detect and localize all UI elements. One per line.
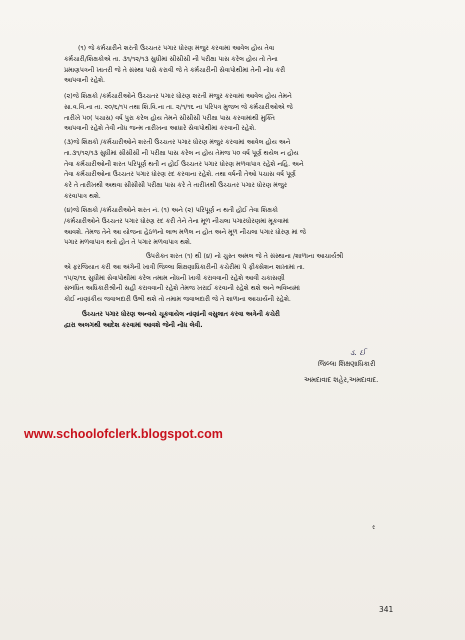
- text-line: તા.૩૧/૧૨/૧૩ સુધીમાં સીસીસી ની પરીક્ષા પાસ કરેલ ન હોય તેમજ ૫૦ વર્ષ પૂર્ણ થયેલ ન હોય: [64, 149, 299, 157]
- text-line: પગાર મળવાપાત્ર થતો હોત તે પગાર મળવાપાત્ર થશે.: [64, 239, 192, 247]
- text-line: ઉચ્ચતર પગાર ધોરણ અન્વયે ચૂકવાયેલ નાંણાંની વસુલાત કરવા અત્રેની કચેરી: [82, 311, 280, 318]
- signature-block: [300, 348, 420, 385]
- text-line: કરવાપાત્ર થશે.: [64, 192, 101, 200]
- text-line: તેવા કર્મચારીઓની શરત પરિપૂર્ણ થતી ન હોઈ ઉચ્ચતર પગાર ધોરણ મળવાપાત્ર રહેશે નહિ. અને: [64, 160, 304, 168]
- paragraph-4: [64, 206, 422, 249]
- paragraph-3: [64, 138, 422, 203]
- page-mark: ર: [372, 524, 376, 531]
- text-line: તારીખે ૫૦( પચાસ) વર્ષ પુરા કરેલ હોય તેમને સીસીસી પરીક્ષા પાસ કરવામાંથી મુક્તિ: [64, 114, 275, 122]
- text-line: /કર્મચારીઓને ઉચ્ચતર પગાર ધોરણ રદ કરી તેને તેના મૂળ નીચલા પગારધોરણમાં મૂકવામાં: [64, 217, 289, 225]
- page-number: 341: [379, 605, 394, 614]
- paragraph-1: [64, 44, 422, 87]
- text-line: કરે તે તારીખથી અથવા સીસીસી પરીક્ષા પાસ કરે તે તારીખથી ઉચ્ચતર પગાર ધોરણ મંજુર: [64, 182, 288, 190]
- text-line: આપવાની રહેશે.: [64, 77, 106, 85]
- text-line: એ ફરજિયાત કરી આ અંગેની ખાત્રી જિલ્લા શિક્ષણાધિકારીની કચેરીમાં પે ફીક્સેશન શાખામાં તા.: [64, 263, 305, 271]
- text-line: ઉપરોક્ત શરત (૧) થી (૪) નો ચુસ્ત અમલ જે તે સંસ્થાના /શાળાના આચાર્યશ્રી: [146, 253, 344, 260]
- text-line: તેવા કર્મચારીઓના ઉચ્ચતર પગાર ધોરણ રદ કરવાના રહેશે. તથા વર્ષની તેઓ પચાસ વર્ષ પૂર્ણ: [64, 171, 296, 179]
- text-line: સા.વ.વિ.ના તા. ૨૦/૬/૧૫ તથા શિ.વિ.ના તા. ૨/૧/૧૬ ના પરિપત્ર મુજબ જે કર્મચારીઓએ જે: [64, 103, 293, 111]
- text-line: સંબંધિત અધિકારીશ્રીની સહી કરાવવાની રહેશે તેમજ ખરાઈ કરવાની રહેશે થશે અને ભવિષ્યમાં: [64, 285, 300, 293]
- paragraph-2: [64, 92, 422, 135]
- text-line: કોઈ નાણાંકીય જવાબદારી ઉભી થશે તો તમામ જવાબદારી જે તે શાળાના આચાર્યની રહેશે.: [64, 296, 291, 304]
- signature-office: અમદાવાદ શહેર,અમદાવાદ.: [304, 376, 379, 384]
- paragraph-5: [64, 252, 422, 306]
- text-line: (૪)જે શિક્ષકો /કર્મચારીઓને શરત નં. (૧) અને (૨) પરિપૂર્ણ ન થતી હોઈ તેવા શિક્ષકો: [64, 207, 278, 214]
- text-line: દ્વારા અલગથી આદેશ કરવામાં આવશે જેની નોંધ લેવી.: [64, 321, 203, 329]
- text-line: કર્મચારી/શિક્ષકોએ તા. ૩૧/૧૨/૧૩ સુધીમાં સીસીસી ની પરીક્ષા પાસ કરેલ હોય તો તેના: [64, 55, 278, 63]
- text-line: પ્રમાણપત્રની ખાતરી જે તે સંસ્થા પાસે કરાવી જે તે કર્મચારીની સેવાપોથીમાં તેની નોંધ કરી: [64, 66, 286, 74]
- text-line: ૧૫/૨/૧૬ સુધીમાં સેવાપોથીમાં કરેલ તમામ નોંધની ખાત્રી કરાવવાની રહેશે આવી ચકાસણી: [64, 274, 285, 282]
- blog-url-watermark: www.schoolofclerk.blogspot.com: [24, 427, 223, 441]
- signature-title: જિલ્લા શિક્ષણાધિકારી: [318, 360, 376, 368]
- text-line: (૨)જે શિક્ષકો /કર્મચારીઓને ઉચ્ચતર પગાર ધોરણ શરતી મંજુર કરવામાં આવેલ હોય તેમને: [64, 93, 292, 100]
- signature-scribble: ડ. ઈ: [350, 348, 366, 357]
- text-line: (૩)જે શિક્ષકો /કર્મચારીઓને શરતી ઉચ્ચતર પગાર ધોરણ મંજુર કરવામાં આવેલ હોય અને: [64, 139, 291, 146]
- text-line: આવશે. તેમજ તેને આ યોજના હેઠળનો લાભ મળેલ ન હોત અને મૂળ નીચલા પગાર ધોરણ માં જે: [64, 228, 306, 236]
- text-line: આપવાની રહેશે તેવી નોંધ જન્મ તારીખના આધારે સેવાપોથીમાં કરવાની રહેશે.: [64, 125, 257, 133]
- bold-notice: [64, 310, 422, 332]
- text-line: (૧) જે કર્મચારીને શરતી ઉચ્ચતર પગાર ધોરણ મંજુર કરવામાં આવેલ હોય તેવા: [78, 45, 275, 52]
